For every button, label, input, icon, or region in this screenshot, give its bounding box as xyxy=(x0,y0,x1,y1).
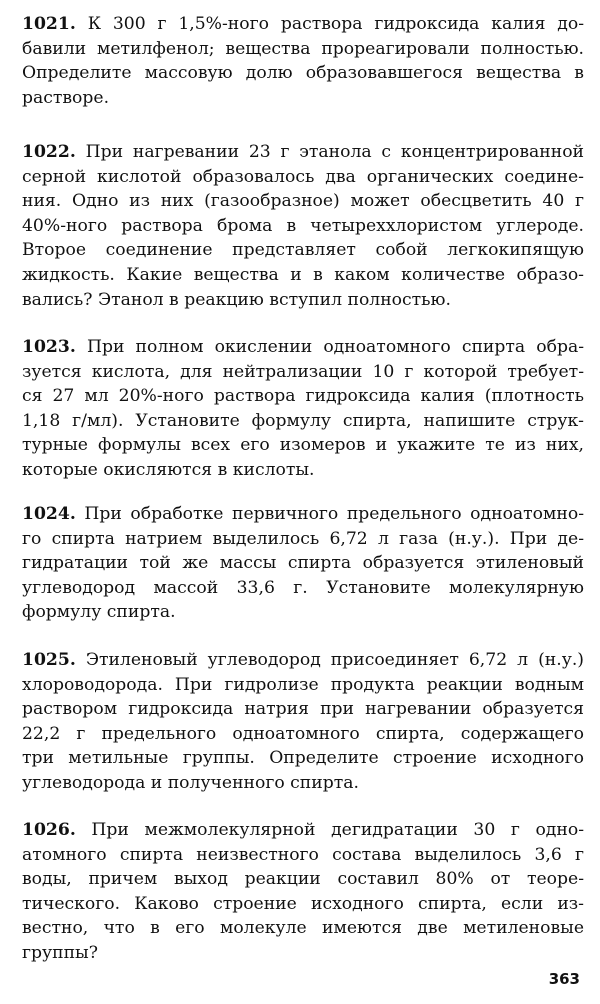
problem-line: зуется кислота, для нейтрализации 10 г которой требует- xyxy=(22,361,584,382)
problem-line: вались? Этанол в реакцию вступил полностью. xyxy=(22,289,451,310)
problem-line: углеводород массой 33,6 г. Установите молекулярную xyxy=(22,577,584,598)
problem-line: ся 27 мл 20%-ного раствора гидроксида калия (плотность xyxy=(22,386,584,407)
problem-line: Определите массовую долю образовавшегося вещества в xyxy=(22,63,584,84)
problem-1024 xyxy=(22,502,584,625)
problem-line: которые окисляются в кислоты. xyxy=(22,459,315,480)
problem-number: 1023. xyxy=(22,337,76,357)
problem-text: При нагревании 23 г этанола с концентрированной xyxy=(85,142,584,162)
problem-text: При обработке первичного предельного одноатомно- xyxy=(84,504,584,524)
problem-line: гидратации той же массы спирта образуется этиленовый xyxy=(22,553,584,574)
problem-line: хлороводорода. При гидролизе продукта реакции водным xyxy=(22,674,584,695)
problem-line: 1,18 г/мл). Установите формулу спирта, напишите струк- xyxy=(22,410,584,431)
problem-line xyxy=(22,335,584,360)
problem-line: 40%-ного раствора брома в четыреххлористом углероде. xyxy=(22,215,584,236)
problem-1021 xyxy=(22,12,584,110)
problem-line: группы? xyxy=(22,942,98,963)
problem-number: 1024. xyxy=(22,504,76,524)
problem-line: воды, причем выход реакции составил 80% от теоре- xyxy=(22,869,584,890)
problem-line xyxy=(22,648,584,673)
problem-line: серной кислотой образовалось два органических соедине- xyxy=(22,166,584,187)
problem-line: раствором гидроксида натрия при нагревании образуется xyxy=(22,699,584,720)
problem-line: Второе соединение представляет собой легкокипящую xyxy=(22,240,584,261)
problem-line: турные формулы всех его изомеров и укажите те из них, xyxy=(22,435,584,456)
problem-line: тического. Каково строение исходного спирта, если из- xyxy=(22,893,584,914)
problem-line: го спирта натрием выделилось 6,72 л газа (н.у.). При де- xyxy=(22,528,584,549)
problem-line: бавили метилфенол; вещества прореагировали полностью. xyxy=(22,38,584,59)
problem-number: 1022. xyxy=(22,142,76,162)
problem-line xyxy=(22,140,584,165)
page-number: 363 xyxy=(548,970,580,988)
problem-1026 xyxy=(22,818,584,966)
problem-line: 22,2 г предельного одноатомного спирта, содержащего xyxy=(22,723,584,744)
problem-line: вестно, что в его молекуле имеются две метиленовые xyxy=(22,918,584,939)
problem-number: 1025. xyxy=(22,650,76,670)
problem-text: Этиленовый углеводород присоединяет 6,72 л (н.у.) xyxy=(85,650,584,670)
problem-line: углеводорода и полученного спирта. xyxy=(22,772,359,793)
problem-line xyxy=(22,12,584,37)
problem-text: При полном окислении одноатомного спирта обра- xyxy=(86,337,584,357)
problem-line xyxy=(22,818,584,843)
problem-number: 1021. xyxy=(22,14,76,34)
problem-line: атомного спирта неизвестного состава выделилось 3,6 г xyxy=(22,844,584,865)
problem-text: К 300 г 1,5%-ного раствора гидроксида калия до- xyxy=(87,14,584,34)
problem-number: 1026. xyxy=(22,820,76,840)
problem-1025 xyxy=(22,648,584,796)
problem-line: растворе. xyxy=(22,87,110,108)
problem-1022 xyxy=(22,140,584,312)
problem-line: три метильные группы. Определите строение исходного xyxy=(22,748,584,769)
problem-text: При межмолекулярной дегидратации 30 г одно- xyxy=(91,820,584,840)
problem-line: жидкость. Какие вещества и в каком количестве образо- xyxy=(22,264,584,285)
problem-line xyxy=(22,502,584,527)
problem-line: ния. Одно из них (газообразное) может обесцветить 40 г xyxy=(22,191,584,212)
problem-line: формулу спирта. xyxy=(22,602,176,623)
problem-1023 xyxy=(22,335,584,483)
